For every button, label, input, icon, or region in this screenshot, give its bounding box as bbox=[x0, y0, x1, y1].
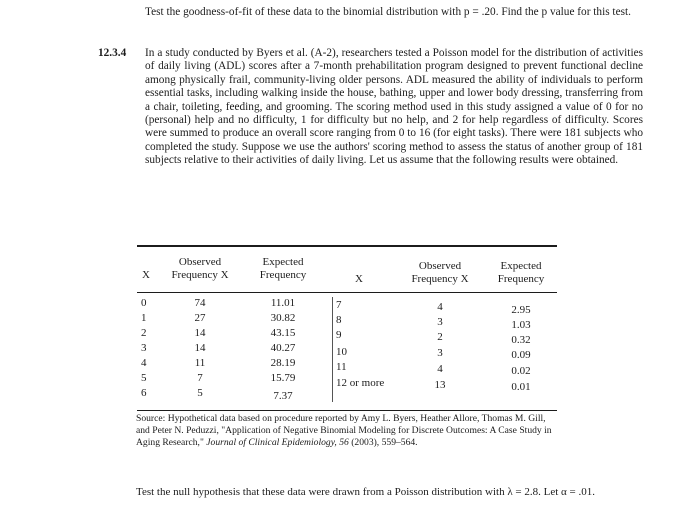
observed-frequency: 3 bbox=[437, 347, 443, 359]
observed-frequency: 2 bbox=[437, 331, 443, 343]
table-bottom-rule bbox=[137, 410, 557, 411]
table-header-rule bbox=[137, 292, 557, 293]
observed-frequency: 3 bbox=[437, 316, 443, 328]
source-journal: Journal of Clinical Epidemiology, 56 bbox=[206, 437, 349, 448]
observed-frequency: 13 bbox=[434, 379, 446, 391]
expected-frequency: 43.15 bbox=[270, 327, 296, 339]
problem-number: 12.3.4 bbox=[98, 47, 127, 59]
x-value: 9 bbox=[336, 329, 342, 341]
expected-frequency: 0.32 bbox=[511, 334, 531, 346]
table-top-rule bbox=[137, 245, 557, 247]
header-expected-left-2: Frequency bbox=[259, 269, 307, 281]
x-value: 12 or more bbox=[336, 377, 385, 389]
observed-frequency: 11 bbox=[194, 357, 206, 369]
observed-frequency: 27 bbox=[194, 312, 206, 324]
observed-frequency: 14 bbox=[194, 327, 206, 339]
header-observed-right-2: Frequency X bbox=[411, 273, 469, 285]
header-x-right: X bbox=[355, 273, 363, 285]
observed-frequency: 14 bbox=[194, 342, 206, 354]
header-expected-right-2: Frequency bbox=[497, 273, 545, 285]
x-value: 6 bbox=[141, 387, 147, 399]
expected-frequency: 2.95 bbox=[511, 304, 531, 316]
header-observed-left-2: Frequency X bbox=[171, 269, 229, 281]
expected-frequency: 1.03 bbox=[511, 319, 531, 331]
observed-frequency: 5 bbox=[197, 387, 203, 399]
expected-frequency: 40.27 bbox=[270, 342, 296, 354]
x-value: 3 bbox=[141, 342, 147, 354]
x-value: 7 bbox=[336, 299, 342, 311]
x-value: 11 bbox=[336, 361, 347, 373]
header-observed-right-1: Observed bbox=[418, 260, 462, 272]
header-expected-right-1: Expected bbox=[500, 260, 542, 272]
expected-frequency: 15.79 bbox=[270, 372, 296, 384]
observed-frequency: 74 bbox=[194, 297, 206, 309]
observed-frequency: 7 bbox=[197, 372, 203, 384]
x-value: 2 bbox=[141, 327, 147, 339]
table-column-divider bbox=[332, 297, 333, 402]
intro-paragraph: Test the goodness-of-fit of these data to the binomial distribution with p = .20. Find the p value for this test. bbox=[145, 6, 631, 18]
problem-paragraph: In a study conducted by Byers et al. (A-2), researchers tested a Poisson model for the distribution of activities of daily living (ADL) scores after a 7-month prehabilitation program designed to prevent functional decline among physically frail, community-living older persons. ADL measured the ability of individuals to perform essential tasks, including walking inside the house, bathing, upper and lower body dressing, transferring from a chair, toileting, feeding, and grooming. The scoring method used in this study assigned a value of 0 for no (personal) help and no difficulty, 1 for difficulty but no help, and 2 for help regardless of difficulty. Scores were summed to produce an overall score ranging from 0 to 16 (for eight tasks). There were 181 subjects who completed the study. Suppose we use the authors' scoring method to assess the status of another group of 181 subjects relative to their activities of daily living. Let us assume that the following results were obtained. bbox=[145, 47, 643, 167]
source-pages: (2003), 559–564. bbox=[351, 437, 418, 448]
observed-frequency: 4 bbox=[437, 363, 443, 375]
header-expected-left-1: Expected bbox=[262, 256, 304, 268]
header-x-left: X bbox=[142, 269, 150, 281]
x-value: 0 bbox=[141, 297, 147, 309]
table-source-note bbox=[136, 413, 556, 449]
expected-frequency: 30.82 bbox=[270, 312, 296, 324]
source-citation: Source: Hypothetical data based on procedure reported by Amy L. Byers, Heather Allore, Thomas M. Gill, and Peter N. Peduzzi, "Application of Negative Binomial Modeling for Discrete Outcomes: A Case Study in Aging Research," bbox=[136, 413, 552, 448]
x-value: 1 bbox=[141, 312, 147, 324]
expected-frequency: 0.09 bbox=[511, 349, 531, 361]
x-value: 5 bbox=[141, 372, 147, 384]
expected-frequency: 7.37 bbox=[273, 390, 293, 402]
header-observed-left-1: Observed bbox=[178, 256, 222, 268]
expected-frequency: 28.19 bbox=[270, 357, 296, 369]
x-value: 4 bbox=[141, 357, 147, 369]
observed-frequency: 4 bbox=[437, 301, 443, 313]
x-value: 8 bbox=[336, 314, 342, 326]
closing-paragraph: Test the null hypothesis that these data were drawn from a Poisson distribution with λ = 2.8. Let α = .01. bbox=[136, 486, 595, 498]
expected-frequency: 0.02 bbox=[511, 365, 531, 377]
x-value: 10 bbox=[336, 346, 347, 358]
expected-frequency: 11.01 bbox=[270, 297, 296, 309]
expected-frequency: 0.01 bbox=[511, 381, 531, 393]
